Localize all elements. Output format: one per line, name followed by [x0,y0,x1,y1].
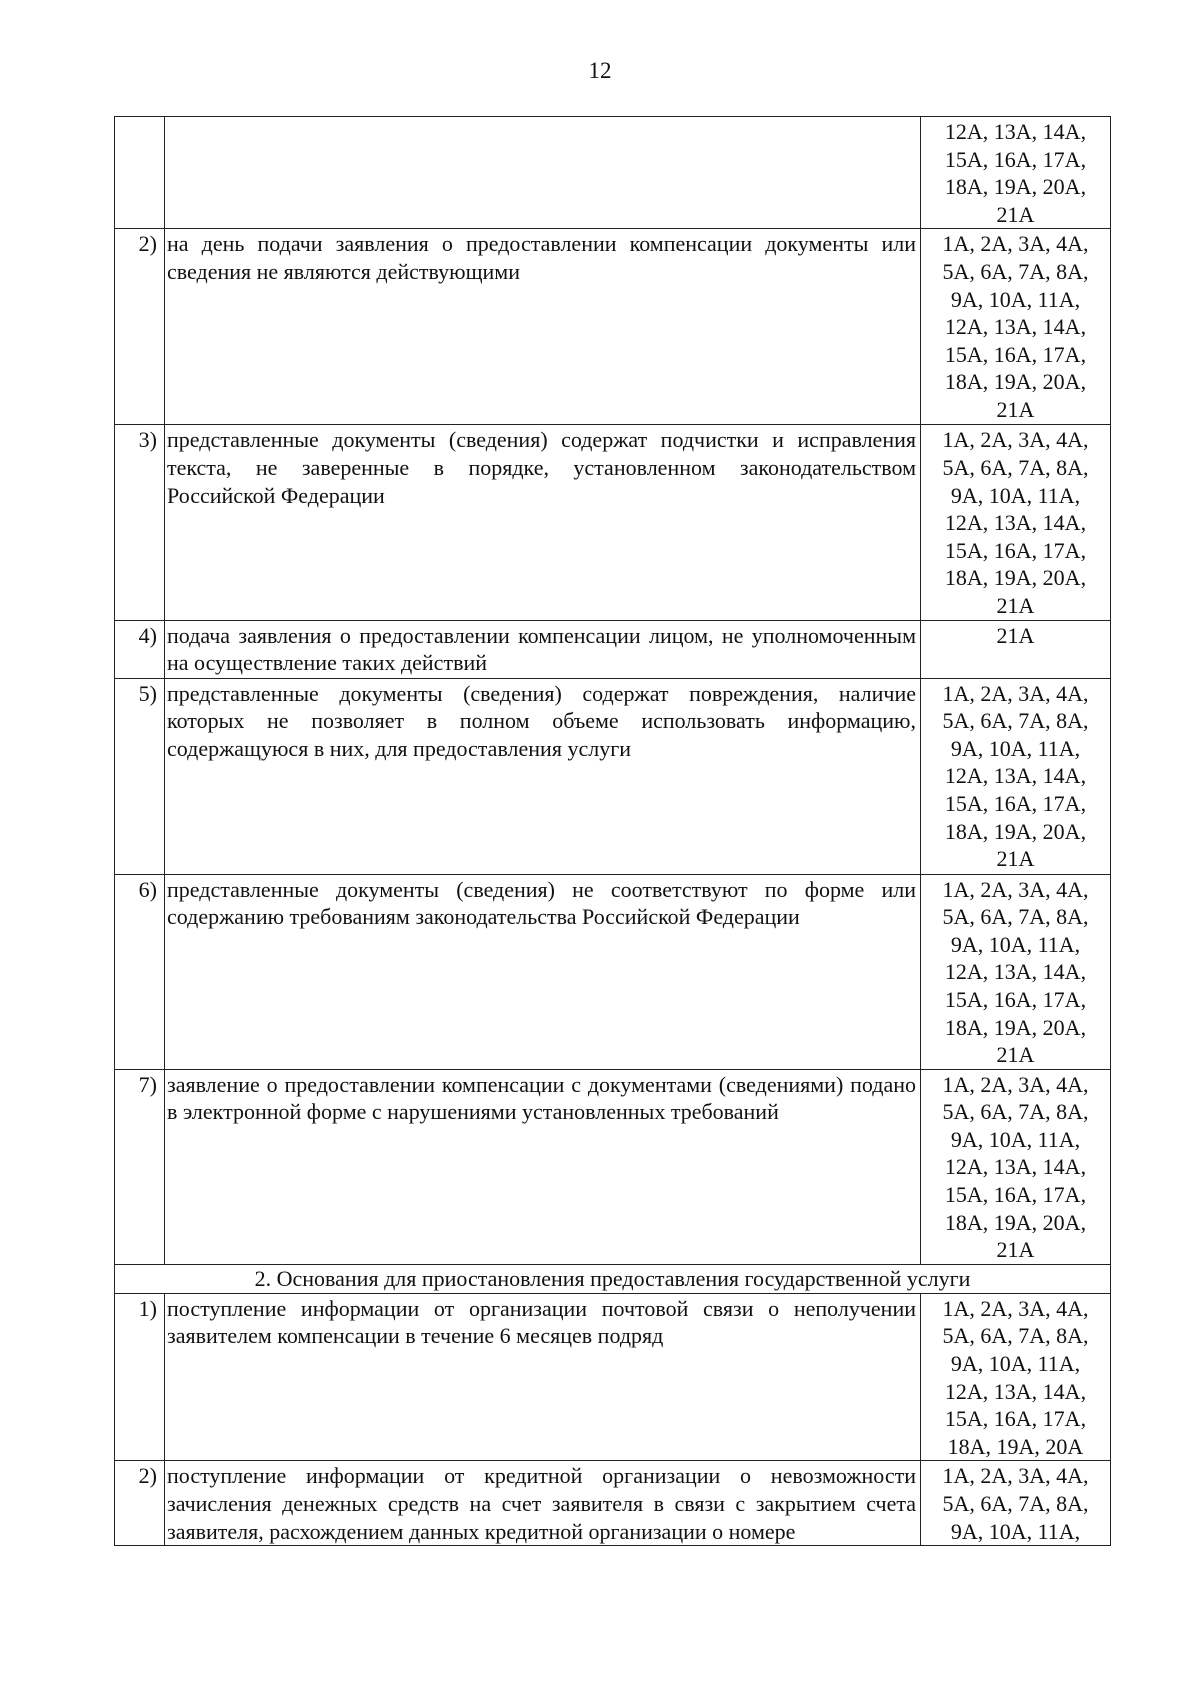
row-number: 5) [115,678,165,874]
code-line: 1А, 2А, 3А, 4А, [942,1295,1089,1321]
row-number: 2) [115,229,165,425]
code-line: 5А, 6А, 7А, 8А, [942,1099,1089,1125]
code-line: 12А, 13А, 14А, [944,1378,1087,1404]
row-codes [921,1293,1111,1461]
code-line: 1А, 2А, 3А, 4А, [942,427,1089,453]
code-line: 15А, 16А, 17А, [944,341,1087,367]
row-text: поступление информации от кредитной организации о невозможности зачисления денежных средств на счет заявителя в связи с закрытием счета заявителя, расхождением данных кредитной организации о номере [165,1461,921,1546]
code-line: 9А, 10А, 11А, [950,286,1081,312]
code-line: 12А, 13А, 14А, [944,510,1087,536]
table-row [115,678,1111,874]
code-line: 21А [996,1042,1035,1068]
code-line: 1А, 2А, 3А, 4А, [942,680,1089,706]
code-line: 18А, 19А, 20А, [944,174,1087,200]
table-row [115,117,1111,229]
section-heading: 2. Основания для приостановления предоставления государственной услуги [115,1264,1111,1293]
code-line: 5А, 6А, 7А, 8А, [942,708,1089,734]
row-number: 7) [115,1069,165,1264]
code-line: 18А, 19А, 20А, [944,1209,1087,1235]
row-text: заявление о предоставлении компенсации с документами (сведениями) подано в электронной форме с нарушениями установленных требований [165,1069,921,1264]
code-line: 5А, 6А, 7А, 8А, [942,258,1089,284]
code-line: 15А, 16А, 17А, [944,146,1087,172]
code-line: 12А, 13А, 14А, [944,959,1087,985]
code-line: 18А, 19А, 20А, [944,565,1087,591]
row-text: представленные документы (сведения) содержат подчистки и исправления текста, не заверенные в порядке, установленном законодательством Российской Федерации [165,425,921,620]
code-line: 9А, 10А, 11А, [950,1351,1081,1377]
table-row [115,1461,1111,1546]
row-text: представленные документы (сведения) содержат повреждения, наличие которых не позволяет в полном объеме использовать информацию, содержащуюся в них, для предоставления услуги [165,678,921,874]
code-line: 21А [996,846,1035,872]
table-row [115,620,1111,678]
code-line: 1А, 2А, 3А, 4А, [942,231,1089,257]
row-number: 6) [115,874,165,1069]
table-row [115,1293,1111,1461]
row-codes [921,229,1111,425]
row-number [115,117,165,229]
row-text: на день подачи заявления о предоставлении компенсации документы или сведения не являются действующими [165,229,921,425]
code-line: 18А, 19А, 20А [947,1433,1084,1459]
code-line: 15А, 16А, 17А, [944,986,1087,1012]
code-line: 21А [996,1237,1035,1263]
code-line: 5А, 6А, 7А, 8А, [942,1323,1089,1349]
row-codes [921,620,1111,678]
row-codes [921,1461,1111,1546]
code-line: 1А, 2А, 3А, 4А, [942,1071,1089,1097]
row-text: подача заявления о предоставлении компенсации лицом, не уполномоченным на осуществление таких действий [165,620,921,678]
page-number: 12 [588,58,612,83]
code-line: 15А, 16А, 17А, [944,1182,1087,1208]
code-line: 15А, 16А, 17А, [944,1406,1087,1432]
section-heading-row [115,1264,1111,1293]
code-line: 18А, 19А, 20А, [944,369,1087,395]
code-line: 18А, 19А, 20А, [944,1014,1087,1040]
row-text: поступление информации от организации почтовой связи о неполучении заявителем компенсации в течение 6 месяцев подряд [165,1293,921,1461]
code-line: 1А, 2А, 3А, 4А, [942,1463,1089,1489]
code-line: 15А, 16А, 17А, [944,790,1087,816]
code-line: 12А, 13А, 14А, [944,314,1087,340]
code-line: 12А, 13А, 14А, [944,1154,1087,1180]
row-codes [921,1069,1111,1264]
code-line: 9А, 10А, 11А, [950,735,1081,761]
code-line: 1А, 2А, 3А, 4А, [942,876,1089,902]
code-line: 12А, 13А, 14А, [944,119,1087,144]
row-codes [921,425,1111,620]
row-codes [921,678,1111,874]
grounds-table [114,116,1111,1546]
row-number: 1) [115,1293,165,1461]
table-row [115,229,1111,425]
code-line: 21А [996,592,1035,618]
row-text [165,117,921,229]
table-row [115,874,1111,1069]
code-line: 21А [996,622,1035,648]
code-line: 15А, 16А, 17А, [944,537,1087,563]
code-line: 5А, 6А, 7А, 8А, [942,904,1089,930]
table-row [115,425,1111,620]
code-line: 12А, 13А, 14А, [944,763,1087,789]
code-line: 9А, 10А, 11А, [950,931,1081,957]
row-number: 3) [115,425,165,620]
code-line: 9А, 10А, 11А, [950,1518,1081,1544]
code-line: 21А [996,201,1035,227]
code-line: 5А, 6А, 7А, 8А, [942,454,1089,480]
code-line: 9А, 10А, 11А, [950,1126,1081,1152]
code-line: 18А, 19А, 20А, [944,818,1087,844]
table-row [115,1069,1111,1264]
code-line: 21А [996,396,1035,422]
row-number: 4) [115,620,165,678]
row-text: представленные документы (сведения) не соответствуют по форме или содержанию требованиям законодательства Российской Федерации [165,874,921,1069]
row-number: 2) [115,1461,165,1546]
code-line: 9А, 10А, 11А, [950,482,1081,508]
code-line: 5А, 6А, 7А, 8А, [942,1491,1089,1516]
row-codes [921,117,1111,229]
row-codes [921,874,1111,1069]
